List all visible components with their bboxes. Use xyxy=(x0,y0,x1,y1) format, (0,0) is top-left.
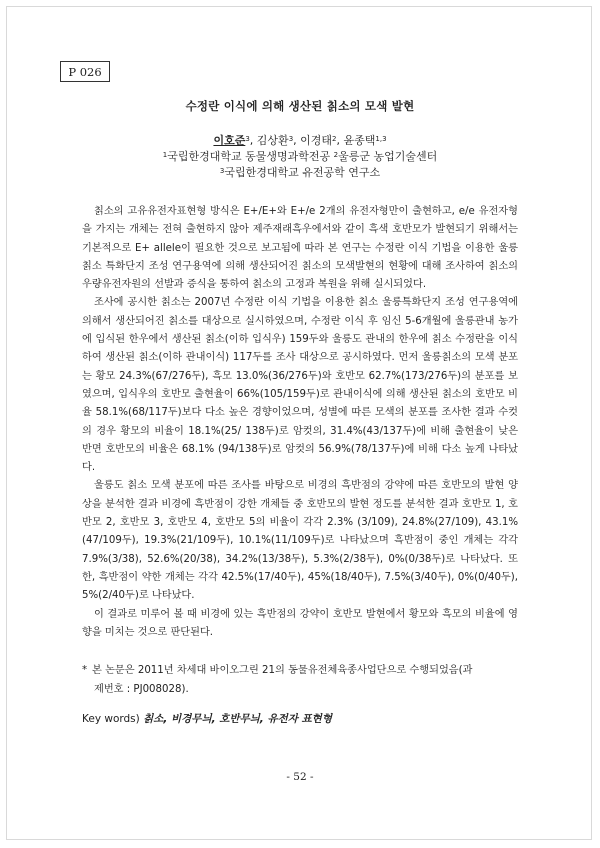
author-name: 이경태 xyxy=(300,134,333,147)
abstract-paragraph-3: 울릉도 칡소 모색 분포에 따른 조사를 바탕으로 비경의 흑반점의 강약에 따른 호반모의 발현 양상을 분석한 결과 비경에 흑반점이 강한 개체들 중 호반모의 발현 정도를 분석한 결과 호반모 1, 호반모 2, 호반모 3, 호반모 4, 호반모 5의 비율이 각각 2.3% (3/109), 24.8%(27/109), 43.1%(47/109두), 19.3%(21/109두), 10.1%(11/109두)로 나타났으며 흑반점이 중인 개체는 각각 7.9%(3/38), 52.6%(20/38), 34.2%(13/38두), 5.3%(2/38두), 0%(0/38두)로 나타났다. 또한, 흑반점이 약한 개체는 각각 42.5%(17/40두), 45%(18/40두), 7.5%(3/40두), 0%(0/40두), 5%(2/40두)로 나타났다. xyxy=(82,480,518,602)
author-block xyxy=(60,133,540,181)
page-number: - 52 - xyxy=(286,771,314,783)
keywords-line xyxy=(82,711,522,726)
funding-note xyxy=(82,661,522,699)
author-list xyxy=(60,133,540,149)
keywords-terms: 칡소, 비경무늬, 호반무늬, 유전자 표현형 xyxy=(143,713,332,725)
author-sup: 3 xyxy=(288,135,294,143)
affiliation-text: 국립한경대학교 유전공학 연구소 xyxy=(224,166,381,179)
affiliation-text: 울릉군 농업기술센터 xyxy=(338,150,438,163)
funding-note-line-1: 본 논문은 2011년 차세대 바이오그린 21의 동물유전체육종사업단으로 수행되었음(과 xyxy=(92,665,473,676)
affiliation-line-2 xyxy=(60,165,540,181)
author-separator: , xyxy=(249,134,257,147)
affiliation-sup: 2 xyxy=(333,151,339,159)
abstract-paragraph-2: 조사에 공시한 칡소는 2007년 수정란 이식 기법을 이용한 칡소 울릉특화단지 조성 연구용역에 의해서 생산되어진 칡소를 대상으로 실시하였으며, 수정란 이식 후 임신 5-6개월에 울릉관내 농가에 입식된 한우에서 생산된 칡소(이하 입식우) 159두와 울릉도 관내의 한우에 칡소 수정란을 이식하여 생산된 칡소(이하 관내이식) 117두를 조사 대상으로 공시하였다. 먼저 울릉칡소의 모색 분포는 황모 24.3%(67/276두), 흑모 13.0%(36/276두)와 호반모 62.7%(173/276두)의 분포를 보였으며, 입식우의 호반모 출현율이 66%(105/159두)로 관내이식에 의해 생산된 칡소의 호반모 비율 58.1%(68/117두)보다 다소 높은 경향이었으며, 성별에 따른 모색의 분포를 조사한 결과 수컷의 경우 황모의 비율이 18.1%(25/ 138두)로 암컷의, 31.4%(43/137두)에 비해 출현율이 낮은 반면 호반모의 비율은 68.1% (94/138두)로 암컷의 56.9%(78/137두)에 비해 다소 높게 나타났다. xyxy=(82,297,518,474)
keywords-label: Key words) xyxy=(82,713,140,725)
abstract-body xyxy=(82,203,518,642)
author-sup: 1,3 xyxy=(375,135,387,143)
author-separator: , xyxy=(336,134,344,147)
author-sup: 3 xyxy=(245,135,250,143)
poster-number-badge: P 026 xyxy=(60,61,110,82)
funding-note-line-2: 제번호 : PJ008028). xyxy=(94,684,189,695)
affiliation-sup: 1 xyxy=(162,151,168,159)
author-sup: 2 xyxy=(332,135,337,143)
author-separator: , xyxy=(293,134,301,147)
paper-title: 수정란 이식에 의해 생산된 칡소의 모색 발현 xyxy=(185,99,415,113)
presenting-author: 이호준 xyxy=(213,134,246,147)
abstract-paragraph-1: 칡소의 고유유전자표현형 방식은 E+/E+와 E+/e 2개의 유전자형만이 출현하고, e/e 유전자형을 가지는 개체는 전혀 출현하지 않아 제주재래흑우에서와 같이 흑색 호반모가 발현되기 위해서는 기본적으로 E+ allele이 필요한 것으로 보고됨에 따라 본 연구는 수정란 이식 기법을 이용한 울릉칡소 특화단지 조성 연구용역에 의해 생산되어진 칡소의 모색발현의 현황에 대해 조사하여 칡소의 우량유전자원의 선발과 증식을 통하여 칡소의 고정과 복원을 위해 실시되었다. xyxy=(82,206,518,291)
footnote-star: * xyxy=(82,665,88,676)
affiliation-line-1 xyxy=(60,149,540,165)
author-name: 김상환 xyxy=(256,134,289,147)
abstract-paragraph-4: 이 결과로 미루어 볼 때 비경에 있는 흑반점의 강약이 호반모 발현에서 황모와 흑모의 비율에 영향을 미치는 것으로 판단된다. xyxy=(82,608,518,638)
affiliation-text: 국립한경대학교 동물생명과학전공 xyxy=(167,150,334,163)
affiliation-sup: 3 xyxy=(219,167,225,175)
author-name: 윤종택 xyxy=(343,134,376,147)
